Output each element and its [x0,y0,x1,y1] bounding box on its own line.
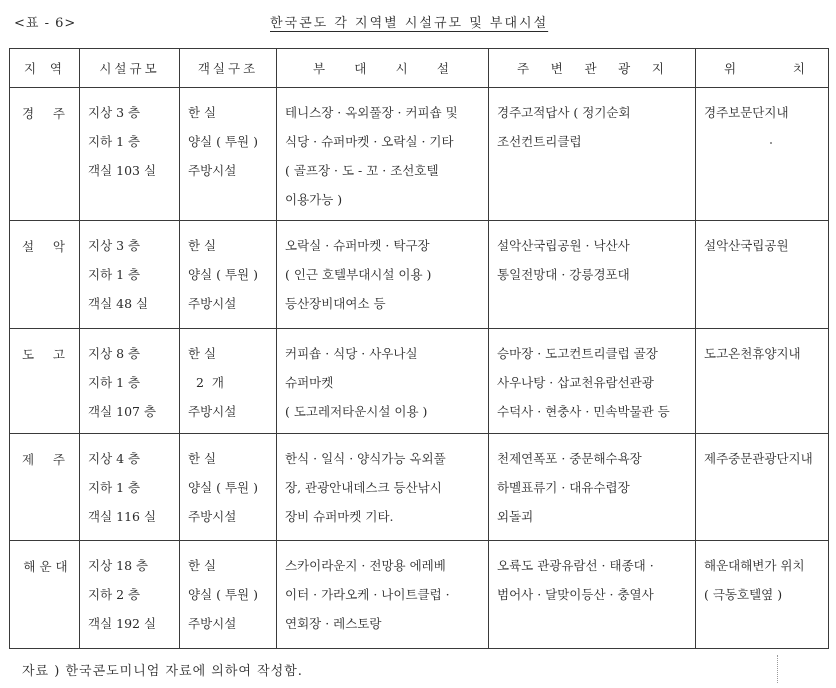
scale-cell [80,541,180,649]
room-line: 한 실 [188,346,217,361]
amenities-cell [277,434,489,541]
region-char: 도 [22,347,35,362]
region-text: 해 운 대 [23,559,68,574]
scale-line: 지하 1 층 [88,267,141,282]
header-char: 치 [792,61,808,76]
header-char: 변 [550,61,566,76]
region-cell [10,221,80,329]
header-scale [80,49,180,88]
tourism-line: 외돌괴 [497,509,534,524]
amenities-cell [277,88,489,221]
amenities-line: ( 도고레저타운시설 이용 ) [285,404,428,419]
location-line: ( 극동호텔옆 ) [704,587,783,602]
tourism-cell [489,329,696,434]
scale-cell [80,434,180,541]
tourism-line: 조선컨트리클럽 [497,134,582,149]
table-label: <표 - 6> [14,16,77,31]
header-char: 광 [618,61,634,76]
scale-line: 객실 103 실 [88,163,157,178]
amenities-line: 슈퍼마켓 [285,375,334,390]
table-row [10,541,829,649]
room-line: 한 실 [188,451,217,466]
region-cell [10,88,80,221]
room-line: 양실 ( 투원 ) [188,134,258,149]
tourism-line: 승마장 · 도고컨트리클럽 골장 [497,346,658,361]
location-cell [696,221,829,329]
location-line: 해운대해변가 위치 [704,558,805,573]
tourism-line: 통일전망대 · 강릉경포대 [497,267,630,282]
facilities-table [9,48,829,649]
margin-mark [777,655,781,683]
tourism-cell [489,541,696,649]
room-cell [180,541,277,649]
tourism-cell [489,434,696,541]
room-line: 양실 ( 투원 ) [188,267,258,282]
header-char: 위 [724,61,740,76]
header-region [10,49,80,88]
source-note: 자료 ) 한국콘도미니엄 자료에 의하여 작성함. [22,664,303,679]
region-char: 주 [52,452,65,467]
scale-line: 지상 8 층 [88,346,141,361]
header-char: 대 [354,61,370,76]
amenities-line: 장, 관광안내데스크 등산낚시 [285,480,442,495]
scale-line: 지하 2 층 [88,587,141,602]
location-cell [696,329,829,434]
table-row [10,434,829,541]
tourism-line: 경주고적답사 ( 정기순회 [497,105,631,120]
header-room [180,49,277,88]
amenities-line: 오락실 · 슈퍼마켓 · 탁구장 [285,238,430,253]
room-line: 양실 ( 투원 ) [188,587,258,602]
region-char: 설 [22,239,35,254]
amenities-line: 한식 · 일식 · 양식가능 옥외풀 [285,451,446,466]
amenities-line: 식당 · 슈퍼마켓 · 오락실 · 기타 [285,134,454,149]
location-line: 제주중문관광단지내 [704,451,813,466]
scale-line: 지하 1 층 [88,375,141,390]
scale-line: 지상 18 층 [88,558,149,573]
header-text: 시설규모 [99,61,160,76]
header-char: 부 [313,61,329,76]
room-line: 주방시설 [188,616,237,631]
scale-line: 객실 192 실 [88,616,157,631]
region-char: 제 [22,452,35,467]
tourism-line: 범어사 · 달맞이등산 · 충열사 [497,587,654,602]
room-line: 2 개 [188,375,224,390]
region-cell [10,434,80,541]
room-line: 양실 ( 투원 ) [188,480,258,495]
region-char: 고 [52,347,65,362]
tourism-line: 하멜표류기 · 대유수렵장 [497,480,630,495]
location-cell [696,88,829,221]
scale-cell [80,329,180,434]
region-char: 주 [52,106,65,121]
amenities-cell [277,329,489,434]
header-char: 주 [517,61,533,76]
header-char: 지 [651,61,667,76]
table-row [10,221,829,329]
room-line: 한 실 [188,105,217,120]
tourism-line: 설악산국립공원 · 낙산사 [497,238,630,253]
header-char: 지 [24,61,40,76]
header-char: 역 [49,61,65,76]
scale-line: 객실 116 실 [88,509,157,524]
amenities-cell [277,221,489,329]
location-line: 도고온천휴양지내 [704,346,801,361]
room-line: 주방시설 [188,163,237,178]
scale-cell [80,221,180,329]
header-char: 설 [436,61,452,76]
tourism-cell [489,221,696,329]
region-char: 경 [22,106,35,121]
table-row [10,88,829,221]
header-location [696,49,829,88]
scale-line: 지하 1 층 [88,134,141,149]
scale-line: 객실 48 실 [88,296,149,311]
amenities-line: 테니스장 · 옥외풀장 · 커피숍 및 [285,105,458,120]
scale-line: 지상 4 층 [88,451,141,466]
tourism-line: 오륙도 관광유람선 · 태종대 · [497,558,654,573]
amenities-line: 장비 슈퍼마켓 기타. [285,509,394,524]
room-cell [180,434,277,541]
amenities-line: 연회장 · 레스토랑 [285,616,382,631]
amenities-line: ( 골프장 · 도 - 꼬 · 조선호텔 [285,163,439,178]
header-amenities [277,49,489,88]
room-cell [180,329,277,434]
region-char: 악 [52,239,65,254]
amenities-line: 이용가능 ) [285,192,343,207]
region-cell [10,541,80,649]
region-cell [10,329,80,434]
location-cell [696,434,829,541]
header-tourism [489,49,696,88]
tourism-line: 사우나탕 · 삽교천유람선관광 [497,375,654,390]
room-line: 주방시설 [188,296,237,311]
table-row [10,329,829,434]
amenities-line: 이터 · 가라오케 · 나이트클럽 · [285,587,450,602]
speck-mark [770,142,772,144]
room-line: 주방시설 [188,509,237,524]
scale-line: 지상 3 층 [88,238,141,253]
location-cell [696,541,829,649]
table-header-row [10,49,829,88]
header-char: 시 [395,61,411,76]
scale-line: 객실 107 층 [88,404,157,419]
scale-cell [80,88,180,221]
amenities-line: 스카이라운지 · 전망용 에레베 [285,558,446,573]
room-line: 한 실 [188,238,217,253]
header-char: 관 [584,61,600,76]
room-cell [180,88,277,221]
header-text: 객실구조 [197,61,259,76]
location-line: 설악산국립공원 [704,238,789,253]
amenities-line: 등산장비대여소 등 [285,296,386,311]
amenities-cell [277,541,489,649]
location-line: 경주보문단지내 [704,105,789,120]
tourism-line: 천제연폭포 · 중문해수욕장 [497,451,642,466]
room-line: 주방시설 [188,404,237,419]
room-line: 한 실 [188,558,217,573]
amenities-line: 커피숍 · 식당 · 사우나실 [285,346,418,361]
tourism-cell [489,88,696,221]
amenities-line: ( 인근 호텔부대시설 이용 ) [285,267,432,282]
page-title: 한국콘도 각 지역별 시설규모 및 부대시설 [270,16,549,31]
scale-line: 지하 1 층 [88,480,141,495]
scale-line: 지상 3 층 [88,105,141,120]
room-cell [180,221,277,329]
tourism-line: 수덕사 · 현충사 · 민속박물관 등 [497,404,670,419]
